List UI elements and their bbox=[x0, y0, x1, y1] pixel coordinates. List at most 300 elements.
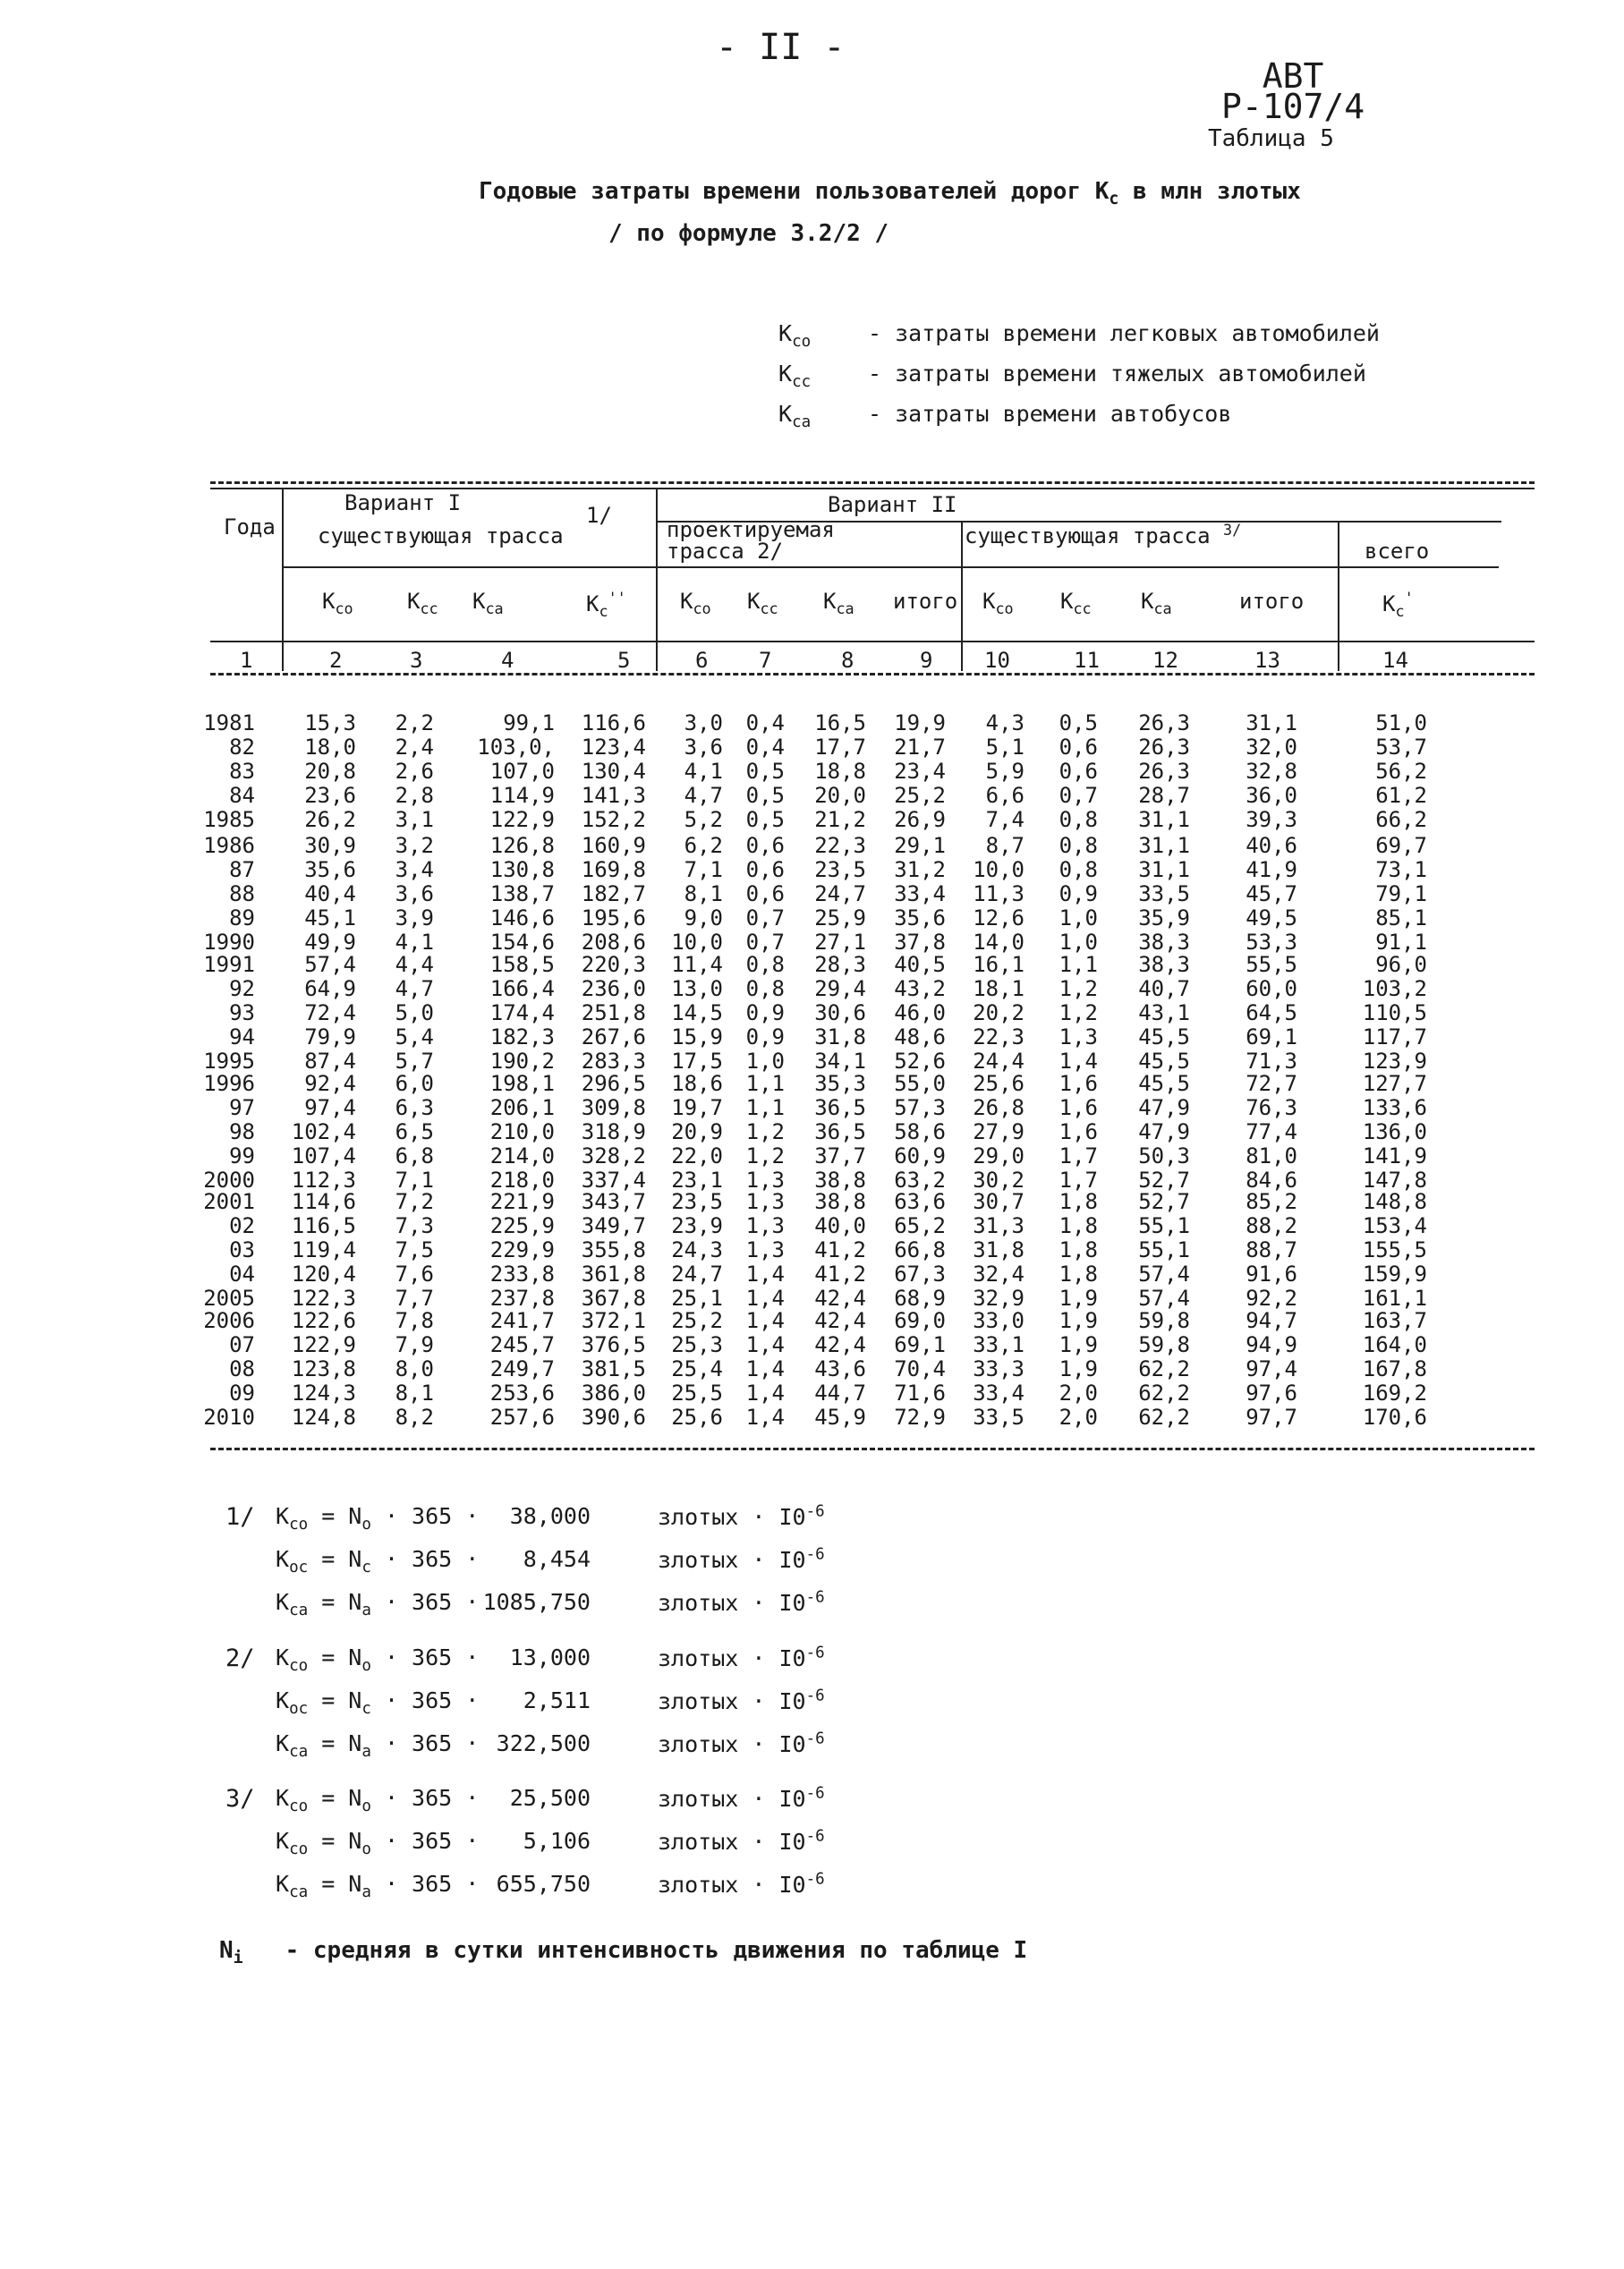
table-cell: 25,2 bbox=[671, 1308, 723, 1333]
title-text-end: в млн злотых bbox=[1118, 178, 1301, 205]
table-cell: 25,9 bbox=[814, 905, 866, 931]
table-cell: 33,0 bbox=[973, 1308, 1025, 1333]
table-cell: 94 bbox=[229, 1024, 255, 1050]
table-cell: 8,2 bbox=[395, 1405, 434, 1430]
column-c9-group-3 bbox=[894, 953, 946, 1074]
column-c6-group-4 bbox=[671, 1072, 723, 1193]
table-cell: 69,0 bbox=[894, 1308, 946, 1333]
table-cell: 1,1 bbox=[745, 1071, 785, 1096]
table-cell: 40,6 bbox=[1246, 833, 1297, 858]
table-cell: 103,2 bbox=[1362, 976, 1427, 1001]
table-cell: 155,5 bbox=[1362, 1237, 1427, 1262]
table-cell: 53,7 bbox=[1375, 735, 1427, 760]
table-cell: 103,0, bbox=[477, 735, 555, 760]
table-cell: 29,0 bbox=[973, 1143, 1025, 1168]
table-cell: 5,1 bbox=[985, 735, 1025, 760]
divider bbox=[1338, 521, 1339, 671]
table-cell: 3,6 bbox=[684, 735, 723, 760]
table-cell: 0,6 bbox=[1059, 759, 1098, 784]
table-cell: 25,1 bbox=[671, 1286, 723, 1311]
table-cell: 1,3 bbox=[745, 1168, 785, 1193]
table-cell: 49,9 bbox=[304, 930, 356, 955]
table-cell: 166,4 bbox=[489, 976, 555, 1001]
table-cell: 2006 bbox=[203, 1308, 255, 1333]
note-unit: злотых · $I0^{-6}$ bbox=[658, 1687, 825, 1715]
table-cell: 35,6 bbox=[894, 905, 946, 931]
table-cell: 12,6 bbox=[973, 905, 1025, 931]
variant2-header: Вариант II bbox=[828, 492, 957, 517]
table-cell: 124,8 bbox=[291, 1405, 356, 1430]
table-label: Таблица 5 bbox=[1208, 125, 1334, 152]
table-cell: 14,5 bbox=[671, 1000, 723, 1025]
table-cell: 1,3 bbox=[745, 1189, 785, 1214]
table-cell: 18,6 bbox=[671, 1071, 723, 1096]
table-cell: 0,5 bbox=[1059, 710, 1098, 735]
table-cell: 1,0 bbox=[1059, 905, 1098, 931]
table-cell: 43,1 bbox=[1138, 1000, 1190, 1025]
table-cell: 31,2 bbox=[894, 857, 946, 882]
table-cell: 69,1 bbox=[1246, 1024, 1297, 1050]
table-cell: 7,9 bbox=[395, 1332, 434, 1357]
note-marker: 2/ bbox=[225, 1644, 255, 1672]
table-cell: 1,9 bbox=[1059, 1356, 1098, 1381]
table-cell: 20,8 bbox=[304, 759, 356, 784]
note-value: 2,511 bbox=[523, 1687, 591, 1713]
table-cell: 19,7 bbox=[671, 1095, 723, 1120]
table-cell: 56,2 bbox=[1375, 759, 1427, 784]
table-cell: 55,1 bbox=[1138, 1213, 1190, 1238]
table-cell: 32,4 bbox=[973, 1262, 1025, 1287]
table-cell: 35,9 bbox=[1138, 905, 1190, 931]
table-cell: 2,2 bbox=[395, 710, 434, 735]
table-cell: 33,5 bbox=[1138, 881, 1190, 906]
header-bottom-rule bbox=[210, 673, 1535, 676]
table-cell: 147,8 bbox=[1362, 1168, 1427, 1193]
note-unit: злотых · $I0^{-6}$ bbox=[658, 1871, 825, 1899]
table-cell: 92,4 bbox=[304, 1071, 356, 1096]
table-cell: 63,2 bbox=[894, 1168, 946, 1193]
table-cell: 1996 bbox=[203, 1071, 255, 1096]
table-cell: 110,5 bbox=[1362, 1000, 1427, 1025]
column-c9-group-4 bbox=[894, 1072, 946, 1193]
table-cell: 6,0 bbox=[395, 1071, 434, 1096]
table-cell: 122,9 bbox=[291, 1332, 356, 1357]
table-cell: 26,3 bbox=[1138, 710, 1190, 735]
table-cell: 09 bbox=[229, 1381, 255, 1406]
variant1-note: 1/ bbox=[586, 503, 612, 528]
table-cell: 124,3 bbox=[291, 1381, 356, 1406]
table-cell: 26,2 bbox=[304, 807, 356, 832]
table-cell: 7,1 bbox=[684, 857, 723, 882]
column-c14-group-5 bbox=[1363, 1190, 1427, 1311]
table-cell: 31,1 bbox=[1246, 710, 1297, 735]
table-cell: 296,5 bbox=[581, 1071, 646, 1096]
table-cell: 36,0 bbox=[1246, 783, 1297, 808]
table-cell: 1,7 bbox=[1059, 1168, 1098, 1193]
table-cell: 3,9 bbox=[395, 905, 434, 931]
table-cell: 24,7 bbox=[671, 1262, 723, 1287]
table-cell: 81,0 bbox=[1246, 1143, 1297, 1168]
table-cell: 97,6 bbox=[1246, 1381, 1297, 1406]
note-formula: $К_{co} = N_o \cdot 365$ · bbox=[276, 1828, 480, 1858]
table-cell: 1,8 bbox=[1059, 1213, 1098, 1238]
table-cell: 167,8 bbox=[1362, 1356, 1427, 1381]
column-c7-group-1 bbox=[746, 711, 785, 832]
table-cell: 23,1 bbox=[671, 1168, 723, 1193]
table-cell: 97,4 bbox=[1246, 1356, 1297, 1381]
table-cell: 102,4 bbox=[291, 1119, 356, 1144]
table-cell: 8,1 bbox=[395, 1381, 434, 1406]
column-c9-group-5 bbox=[894, 1190, 946, 1311]
table-cell: 6,2 bbox=[684, 833, 723, 858]
table-cell: 67,3 bbox=[894, 1262, 946, 1287]
table-cell: 76,3 bbox=[1246, 1095, 1297, 1120]
column-years-group-2 bbox=[203, 834, 255, 955]
note-marker: 3/ bbox=[225, 1785, 255, 1813]
table-cell: 55,1 bbox=[1138, 1237, 1190, 1262]
col-kc2-header: $К_c''$ bbox=[586, 589, 626, 620]
table-cell: 87 bbox=[229, 857, 255, 882]
col-kco2-header: $К_{co}$ bbox=[680, 589, 711, 617]
table-cell: 257,6 bbox=[489, 1405, 555, 1430]
column-c4-group-6 bbox=[490, 1309, 555, 1430]
legend-item: $К_{co}$ - затраты времени легковых автомобилей bbox=[778, 320, 1380, 351]
table-cell: 36,5 bbox=[814, 1119, 866, 1144]
table-cell: 5,9 bbox=[985, 759, 1025, 784]
table-cell: 7,7 bbox=[395, 1286, 434, 1311]
table-cell: 170,6 bbox=[1362, 1405, 1427, 1430]
table-cell: 1,4 bbox=[745, 1262, 785, 1287]
note-value: 25,500 bbox=[509, 1785, 591, 1811]
column-c2-group-5 bbox=[292, 1190, 356, 1311]
table-cell: 99 bbox=[229, 1143, 255, 1168]
table-cell: 120,4 bbox=[291, 1262, 356, 1287]
col-kco-header: $К_{co}$ bbox=[322, 589, 353, 617]
note-formula: $К_{ca} = N_a \cdot 365$ · bbox=[276, 1589, 480, 1619]
table-cell: 97,4 bbox=[304, 1095, 356, 1120]
table-cell: 123,9 bbox=[1362, 1049, 1427, 1074]
table-cell: 21,7 bbox=[894, 735, 946, 760]
table-cell: 82 bbox=[229, 735, 255, 760]
table-cell: 72,4 bbox=[304, 1000, 356, 1025]
table-cell: 122,9 bbox=[489, 807, 555, 832]
table-cell: 2,6 bbox=[395, 759, 434, 784]
table-cell: 349,7 bbox=[581, 1213, 646, 1238]
table-cell: 1,6 bbox=[1059, 1095, 1098, 1120]
table-cell: 41,2 bbox=[814, 1237, 866, 1262]
table-cell: 33,4 bbox=[973, 1381, 1025, 1406]
table-cell: 130,4 bbox=[581, 759, 646, 784]
table-cell: 64,9 bbox=[304, 976, 356, 1001]
table-cell: 1,3 bbox=[745, 1237, 785, 1262]
table-cell: 1,6 bbox=[1059, 1071, 1098, 1096]
table-cell: 26,3 bbox=[1138, 735, 1190, 760]
column-c9-group-1 bbox=[894, 711, 946, 832]
table-cell: 45,5 bbox=[1138, 1071, 1190, 1096]
table-cell: 5,2 bbox=[684, 807, 723, 832]
table-cell: 1986 bbox=[203, 833, 255, 858]
table-cell: 141,9 bbox=[1362, 1143, 1427, 1168]
table-cell: 30,7 bbox=[973, 1189, 1025, 1214]
table-cell: 62,2 bbox=[1138, 1405, 1190, 1430]
table-cell: 337,4 bbox=[581, 1168, 646, 1193]
table-cell: 4,4 bbox=[395, 952, 434, 977]
table-cell: 84,6 bbox=[1246, 1168, 1297, 1193]
table-cell: 18,8 bbox=[814, 759, 866, 784]
projected-route-header: проектируемая трасса 2/ bbox=[667, 517, 835, 564]
table-cell: 93 bbox=[229, 1000, 255, 1025]
table-cell: 0,6 bbox=[745, 881, 785, 906]
column-c7-group-3 bbox=[746, 953, 785, 1074]
note-formula: $К_{oc} = N_c \cdot 365$ · bbox=[276, 1687, 480, 1718]
table-cell: 47,9 bbox=[1138, 1095, 1190, 1120]
note-value: 1085,750 bbox=[482, 1589, 591, 1615]
table-cell: 138,7 bbox=[489, 881, 555, 906]
table-cell: 71,3 bbox=[1246, 1049, 1297, 1074]
table-cell: 208,6 bbox=[581, 930, 646, 955]
note-formula: $К_{co} = N_o \cdot 365$ · bbox=[276, 1644, 480, 1675]
table-cell: 1,8 bbox=[1059, 1189, 1098, 1214]
table-cell: 0,9 bbox=[1059, 881, 1098, 906]
table-cell: 25,5 bbox=[671, 1381, 723, 1406]
table-cell: 84 bbox=[229, 783, 255, 808]
table-cell: 283,3 bbox=[581, 1049, 646, 1074]
table-cell: 85,1 bbox=[1375, 905, 1427, 931]
table-cell: 79,9 bbox=[304, 1024, 356, 1050]
column-years-group-3 bbox=[203, 953, 255, 1074]
table-cell: 4,1 bbox=[395, 930, 434, 955]
table-cell: 9,0 bbox=[684, 905, 723, 931]
table-cell: 53,3 bbox=[1246, 930, 1297, 955]
table-cell: 367,8 bbox=[581, 1286, 646, 1311]
table-cell: 381,5 bbox=[581, 1356, 646, 1381]
table-cell: 26,9 bbox=[894, 807, 946, 832]
column-c14-group-3 bbox=[1363, 953, 1427, 1074]
table-cell: 21,2 bbox=[814, 807, 866, 832]
column-years-group-5 bbox=[203, 1190, 255, 1311]
table-top-rule bbox=[210, 481, 1535, 484]
table-cell: 0,8 bbox=[1059, 807, 1098, 832]
table-cell: 241,7 bbox=[489, 1308, 555, 1333]
table-cell: 33,4 bbox=[894, 881, 946, 906]
table-cell: 376,5 bbox=[581, 1332, 646, 1357]
table-cell: 154,6 bbox=[489, 930, 555, 955]
existing-route2-header: существующая трасса $^{3/}$ bbox=[965, 521, 1242, 548]
table-cell: 11,3 bbox=[973, 881, 1025, 906]
column-c11-group-4 bbox=[1059, 1072, 1098, 1193]
table-cell: 174,4 bbox=[489, 1000, 555, 1025]
table-cell: 1981 bbox=[203, 710, 255, 735]
table-cell: 7,5 bbox=[395, 1237, 434, 1262]
table-cell: 37,8 bbox=[894, 930, 946, 955]
table-cell: 38,8 bbox=[814, 1168, 866, 1193]
col-kco3-header: $К_{co}$ bbox=[982, 589, 1014, 617]
table-cell: 153,4 bbox=[1362, 1213, 1427, 1238]
table-cell: 1990 bbox=[203, 930, 255, 955]
table-cell: 33,3 bbox=[973, 1356, 1025, 1381]
table-cell: 50,3 bbox=[1138, 1143, 1190, 1168]
table-cell: 159,9 bbox=[1362, 1262, 1427, 1287]
page-number: - II - bbox=[716, 27, 846, 68]
table-cell: 88 bbox=[229, 881, 255, 906]
table-cell: 236,0 bbox=[581, 976, 646, 1001]
column-c12-group-6 bbox=[1138, 1309, 1190, 1430]
table-cell: 116,5 bbox=[291, 1213, 356, 1238]
note-formula: $К_{ca} = N_a \cdot 365$ · bbox=[276, 1730, 480, 1761]
table-cell: 91,1 bbox=[1375, 930, 1427, 955]
divider bbox=[210, 641, 1535, 642]
note-unit: злотых · $I0^{-6}$ bbox=[658, 1503, 825, 1531]
table-cell: 1,2 bbox=[1059, 1000, 1098, 1025]
table-cell: 41,2 bbox=[814, 1262, 866, 1287]
table-cell: 68,9 bbox=[894, 1286, 946, 1311]
variant1-header: Вариант I bbox=[344, 490, 462, 515]
table-cell: 87,4 bbox=[304, 1049, 356, 1074]
table-cell: 79,1 bbox=[1375, 881, 1427, 906]
table-cell: 0,8 bbox=[1059, 857, 1098, 882]
table-cell: 24,7 bbox=[814, 881, 866, 906]
table-cell: 42,4 bbox=[814, 1332, 866, 1357]
note-unit: злотых · $I0^{-6}$ bbox=[658, 1589, 825, 1617]
column-c13-group-4 bbox=[1246, 1072, 1297, 1193]
table-cell: 15,3 bbox=[304, 710, 356, 735]
table-cell: 33,5 bbox=[973, 1405, 1025, 1430]
table-cell: 20,0 bbox=[814, 783, 866, 808]
table-cell: 40,7 bbox=[1138, 976, 1190, 1001]
table-cell: 10,0 bbox=[671, 930, 723, 955]
column-c6-group-1 bbox=[684, 711, 723, 832]
table-cell: 253,6 bbox=[489, 1381, 555, 1406]
table-cell: 1991 bbox=[203, 952, 255, 977]
table-cell: 23,5 bbox=[671, 1189, 723, 1214]
note-unit: злотых · $I0^{-6}$ bbox=[658, 1644, 825, 1672]
table-cell: 62,2 bbox=[1138, 1381, 1190, 1406]
column-c4-group-5 bbox=[490, 1190, 555, 1311]
table-cell: 123,8 bbox=[291, 1356, 356, 1381]
divider bbox=[656, 488, 658, 671]
table-cell: 6,6 bbox=[985, 783, 1025, 808]
note-formula: $К_{oc} = N_c \cdot 365$ · bbox=[276, 1546, 480, 1576]
column-c10-group-1 bbox=[986, 711, 1025, 832]
col-year-header: Года bbox=[224, 514, 276, 540]
table-cell: 44,7 bbox=[814, 1381, 866, 1406]
table-cell: 18,0 bbox=[304, 735, 356, 760]
table-cell: 32,0 bbox=[1246, 735, 1297, 760]
column-c14-group-4 bbox=[1363, 1072, 1427, 1193]
table-title bbox=[479, 174, 1301, 251]
table-cell: 47,9 bbox=[1138, 1119, 1190, 1144]
table-cell: 126,8 bbox=[489, 833, 555, 858]
table-cell: 1,8 bbox=[1059, 1237, 1098, 1262]
table-cell: 146,6 bbox=[489, 905, 555, 931]
col-kcc3-header: $К_{cc}$ bbox=[1060, 589, 1092, 617]
table-cell: 130,8 bbox=[489, 857, 555, 882]
table-cell: 27,9 bbox=[973, 1119, 1025, 1144]
column-c3-group-2 bbox=[395, 834, 434, 955]
table-cell: 2,8 bbox=[395, 783, 434, 808]
table-cell: 164,0 bbox=[1362, 1332, 1427, 1357]
table-cell: 52,6 bbox=[894, 1049, 946, 1074]
table-cell: 94,7 bbox=[1246, 1308, 1297, 1333]
column-c2-group-1 bbox=[304, 711, 356, 832]
col-kcc2-header: $К_{cc}$ bbox=[747, 589, 778, 617]
code-top: АВТ bbox=[1262, 56, 1324, 96]
table-cell: 22,3 bbox=[814, 833, 866, 858]
table-cell: 34,1 bbox=[814, 1049, 866, 1074]
note-value: 322,500 bbox=[496, 1730, 591, 1756]
table-cell: 2005 bbox=[203, 1286, 255, 1311]
table-cell: 229,9 bbox=[489, 1237, 555, 1262]
table-cell: 25,3 bbox=[671, 1332, 723, 1357]
divider bbox=[282, 488, 284, 671]
table-cell: 0,9 bbox=[745, 1024, 785, 1050]
column-c8-group-6 bbox=[814, 1309, 866, 1430]
table-cell: 25,6 bbox=[671, 1405, 723, 1430]
legend-item: $К_{cc}$ - затраты времени тяжелых автомобилей bbox=[778, 361, 1366, 391]
column-c4-group-2 bbox=[490, 834, 555, 955]
col-kc1-header: $К_c'$ bbox=[1382, 589, 1414, 620]
table-cell: 25,4 bbox=[671, 1356, 723, 1381]
table-cell: 83 bbox=[229, 759, 255, 784]
table-cell: 51,0 bbox=[1375, 710, 1427, 735]
column-c12-group-4 bbox=[1138, 1072, 1190, 1193]
col-kcc-header: $К_{cc}$ bbox=[407, 589, 438, 617]
note-unit: злотых · $I0^{-6}$ bbox=[658, 1785, 825, 1813]
table-cell: 38,8 bbox=[814, 1189, 866, 1214]
table-cell: 1,4 bbox=[745, 1332, 785, 1357]
table-cell: 372,1 bbox=[581, 1308, 646, 1333]
code-bottom: Р-107/4 bbox=[1221, 87, 1365, 126]
table-cell: 43,2 bbox=[894, 976, 946, 1001]
divider bbox=[282, 566, 1499, 568]
table-cell: 4,7 bbox=[395, 976, 434, 1001]
table-cell: 249,7 bbox=[489, 1356, 555, 1381]
table-cell: 1,7 bbox=[1059, 1143, 1098, 1168]
title-sub: c bbox=[1109, 190, 1119, 209]
column-c4-group-4 bbox=[490, 1072, 555, 1193]
table-cell: 26,8 bbox=[973, 1095, 1025, 1120]
table-cell: 1,1 bbox=[1059, 952, 1098, 977]
table-cell: 28,3 bbox=[814, 952, 866, 977]
table-cell: 190,2 bbox=[489, 1049, 555, 1074]
table-cell: 77,4 bbox=[1246, 1119, 1297, 1144]
table-cell: 1,9 bbox=[1059, 1332, 1098, 1357]
table-cell: 24,4 bbox=[973, 1049, 1025, 1074]
table-cell: 1,1 bbox=[745, 1095, 785, 1120]
footnote: $N_i$ - средняя в сутки интенсивность движения по таблице I bbox=[219, 1937, 1028, 1968]
table-cell: 60,9 bbox=[894, 1143, 946, 1168]
column-c2-group-4 bbox=[292, 1072, 356, 1193]
column-c3-group-5 bbox=[395, 1190, 434, 1311]
table-cell: 69,1 bbox=[894, 1332, 946, 1357]
table-cell: 122,3 bbox=[291, 1286, 356, 1311]
table-cell: 225,9 bbox=[489, 1213, 555, 1238]
table-cell: 57,4 bbox=[304, 952, 356, 977]
table-cell: 169,8 bbox=[581, 857, 646, 882]
column-c8-group-1 bbox=[814, 711, 866, 832]
table-cell: 92 bbox=[229, 976, 255, 1001]
table-cell: 97,7 bbox=[1246, 1405, 1297, 1430]
col-itogo2-header: итого bbox=[1239, 589, 1305, 614]
table-cell: 45,5 bbox=[1138, 1049, 1190, 1074]
table-cell: 3,0 bbox=[684, 710, 723, 735]
table-cell: 25,2 bbox=[894, 783, 946, 808]
table-cell: 4,7 bbox=[684, 783, 723, 808]
table-cell: 5,7 bbox=[395, 1049, 434, 1074]
table-cell: 328,2 bbox=[581, 1143, 646, 1168]
note-value: 655,750 bbox=[496, 1871, 591, 1897]
col-kca-header: $К_{ca}$ bbox=[472, 589, 504, 617]
